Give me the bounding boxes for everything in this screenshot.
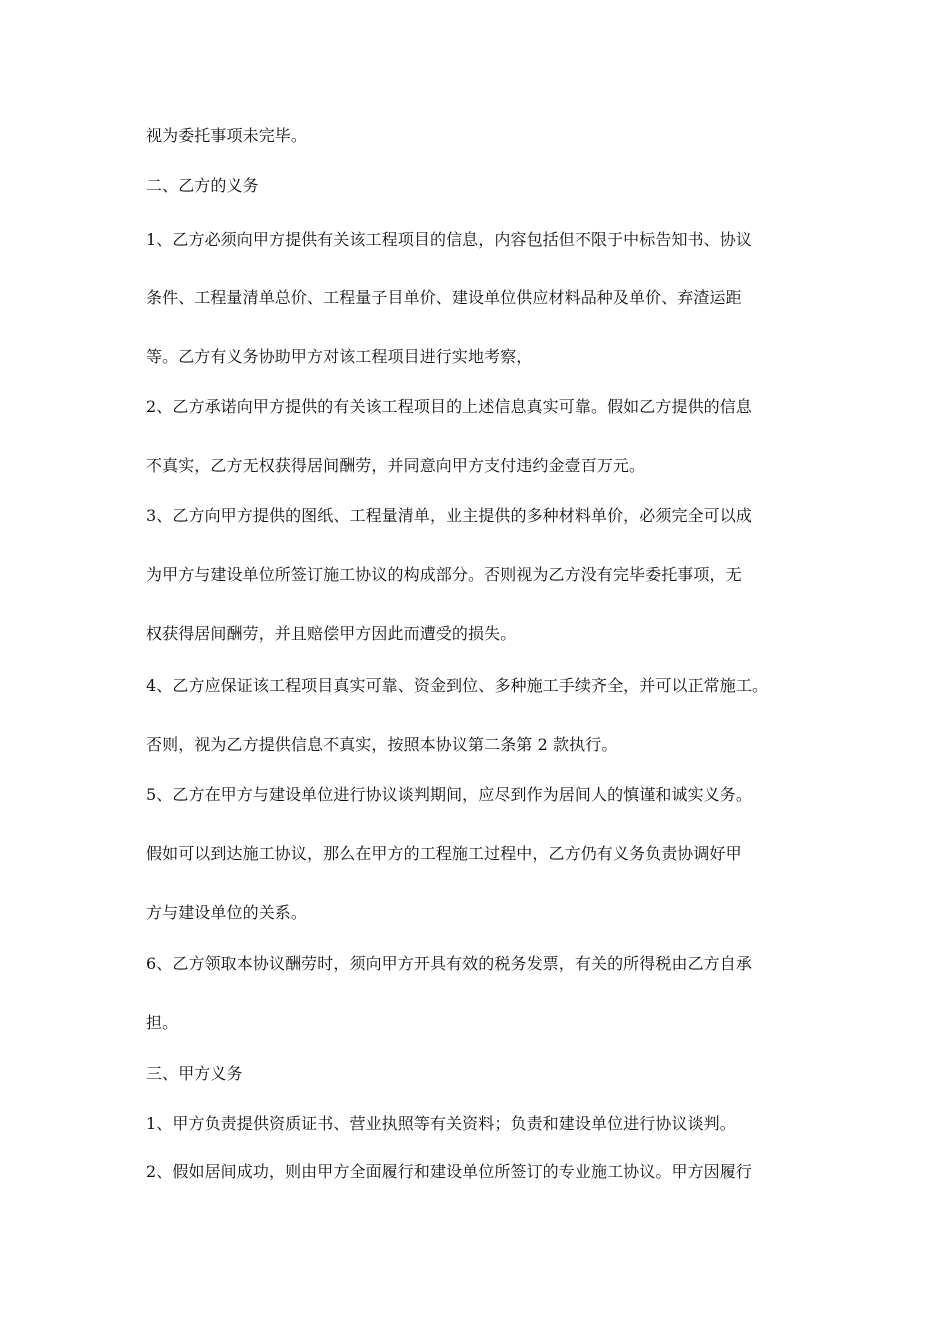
text-line: 假如可以到达施工协议，那么在甲方的工程施工过程中，乙方仍有义务负责协调好甲 <box>146 844 742 863</box>
text-line: 2、假如居间成功，则由甲方全面履行和建设单位所签订的专业施工协议。甲方因履行 <box>146 1162 752 1181</box>
text-line: 担。 <box>146 1013 179 1032</box>
text-line: 6、乙方领取本协议酬劳时，须向甲方开具有效的税务发票，有关的所得税由乙方自承 <box>146 954 752 973</box>
text-line: 条件、工程量清单总价、工程量子目单价、建设单位供应材料品种及单价、弃渣运距 <box>146 288 742 307</box>
text-line: 方与建设单位的关系。 <box>146 903 308 922</box>
text-line: 1、甲方负责提供资质证书、营业执照等有关资料；负责和建设单位进行协议谈判。 <box>146 1114 736 1133</box>
text-line: 不真实，乙方无权获得居间酬劳，并同意向甲方支付违约金壹百万元。 <box>146 456 646 475</box>
text-line: 2、乙方承诺向甲方提供的有关该工程项目的上述信息真实可靠。假如乙方提供的信息 <box>146 397 752 416</box>
text-line: 为甲方与建设单位所签订施工协议的构成部分。否则视为乙方没有完毕委托事项，无 <box>146 565 742 584</box>
text-line: 否则，视为乙方提供信息不真实，按照本协议第二条第 2 款执行。 <box>146 735 618 754</box>
text-line: 4、乙方应保证该工程项目真实可靠、资金到位、多种施工手续齐全，并可以正常施工。 <box>146 676 769 695</box>
section-heading: 二、乙方的义务 <box>146 176 259 195</box>
text-line: 5、乙方在甲方与建设单位进行协议谈判期间，应尽到作为居间人的慎谨和诚实义务。 <box>146 785 752 804</box>
text-line: 3、乙方向甲方提供的图纸、工程量清单，业主提供的多种材料单价，必须完全可以成 <box>146 506 752 525</box>
text-line: 视为委托事项未完毕。 <box>146 126 308 145</box>
section-heading: 三、甲方义务 <box>146 1064 243 1083</box>
text-line: 等。乙方有义务协助甲方对该工程项目进行实地考察， <box>146 347 533 366</box>
text-line: 1、乙方必须向甲方提供有关该工程项目的信息，内容包括但不限于中标告知书、协议 <box>146 230 752 249</box>
text-line: 权获得居间酬劳，并且赔偿甲方因此而遭受的损失。 <box>146 624 517 643</box>
